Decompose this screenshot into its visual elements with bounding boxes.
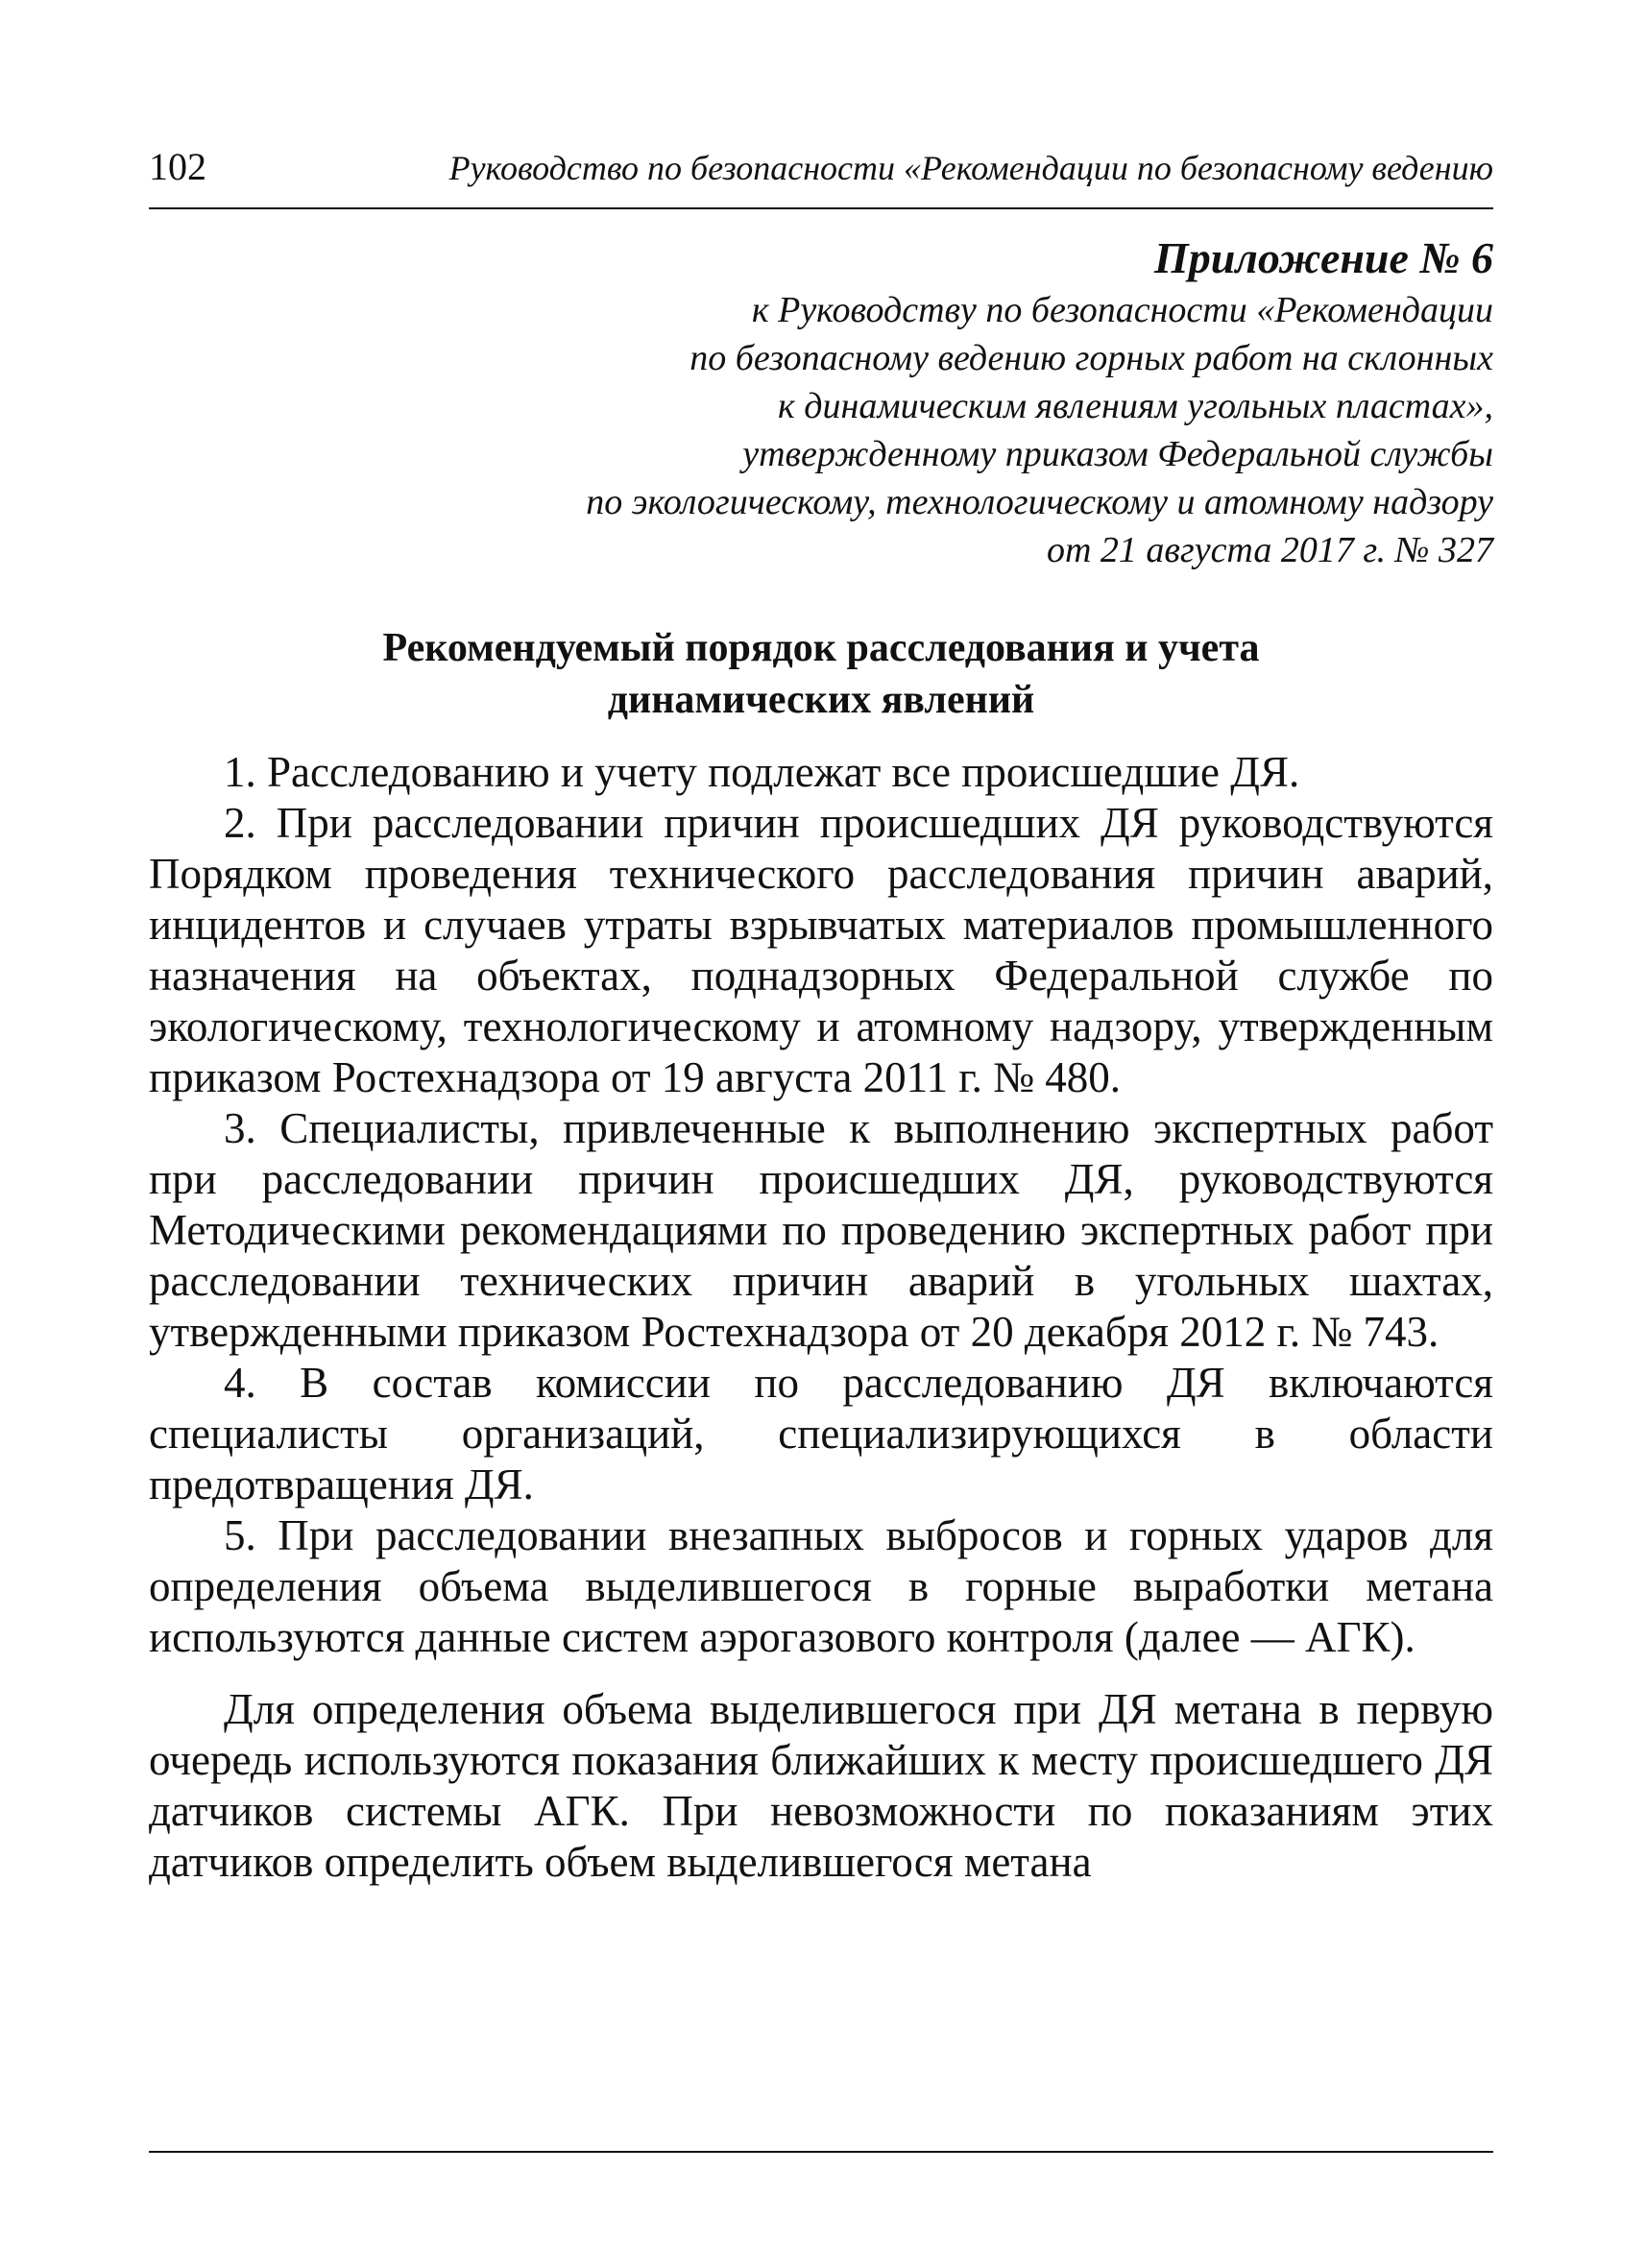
appendix-line: утвержденному приказом Федеральной службы xyxy=(742,434,1493,474)
paragraph-2: 2. При расследовании причин происшедших ДЯ руководствуются Порядком проведения технического расследования причин аварий, инцидентов и случаев утраты взрывчатых материалов промышленного назначения на объектах, поднадзорных Федеральной службе по экологическому, технологическому и атомному надзору, утвержденным приказом Ростехнадзора от 19 августа 2011 г. № 480. xyxy=(149,799,1493,1101)
paragraph-1: 1. Расследованию и учету подлежат все происшедшие ДЯ. xyxy=(224,748,1300,796)
footer-rule xyxy=(149,2151,1493,2153)
running-header xyxy=(149,144,1493,209)
appendix-line: к Руководству по безопасности «Рекомендации xyxy=(751,290,1493,330)
appendix-line: от 21 августа 2017 г. № 327 xyxy=(1046,530,1493,570)
appendix-block xyxy=(149,230,1493,574)
document-title-line: динамических явлений xyxy=(607,678,1035,722)
appendix-title: Приложение № 6 xyxy=(1153,233,1493,282)
paragraph-3: 3. Специалисты, привлеченные к выполнению экспертных работ при расследовании причин происшедших ДЯ, руководствуются Методическими рекомендациями по проведению экспертных работ при расследовании технических причин аварий в угольных шахтах, утвержденными приказом Ростехнадзора от 20 декабря 2012 г. № 743. xyxy=(149,1104,1493,1356)
appendix-line: к динамическим явлениям угольных пластах», xyxy=(777,386,1493,426)
document-title xyxy=(149,622,1493,726)
paragraph-5: 5. При расследовании внезапных выбросов и горных ударов для определения объема выделившегося в горные выработки метана используются данные систем аэрогазового контроля (далее — АГК). xyxy=(149,1511,1493,1661)
document-page xyxy=(149,144,1493,1888)
page-number: 102 xyxy=(149,145,206,188)
paragraph-6: Для определения объема выделившегося при ДЯ метана в первую очередь используются показания ближайших к месту происшедшего ДЯ датчиков системы АГК. При невозможности по показаниям этих датчиков определить объем выделившегося метана xyxy=(149,1685,1493,1886)
paragraph-4: 4. В состав комиссии по расследованию ДЯ включаются специалисты организаций, специализирующихся в области предотвращения ДЯ. xyxy=(149,1359,1493,1508)
document-title-line: Рекомендуемый порядок расследования и учета xyxy=(382,626,1260,670)
running-title: Руководство по безопасности «Рекомендации по безопасному ведению xyxy=(448,149,1493,187)
appendix-line: по экологическому, технологическому и атомному надзору xyxy=(586,482,1493,522)
appendix-line: по безопасному ведению горных работ на склонных xyxy=(689,338,1493,378)
